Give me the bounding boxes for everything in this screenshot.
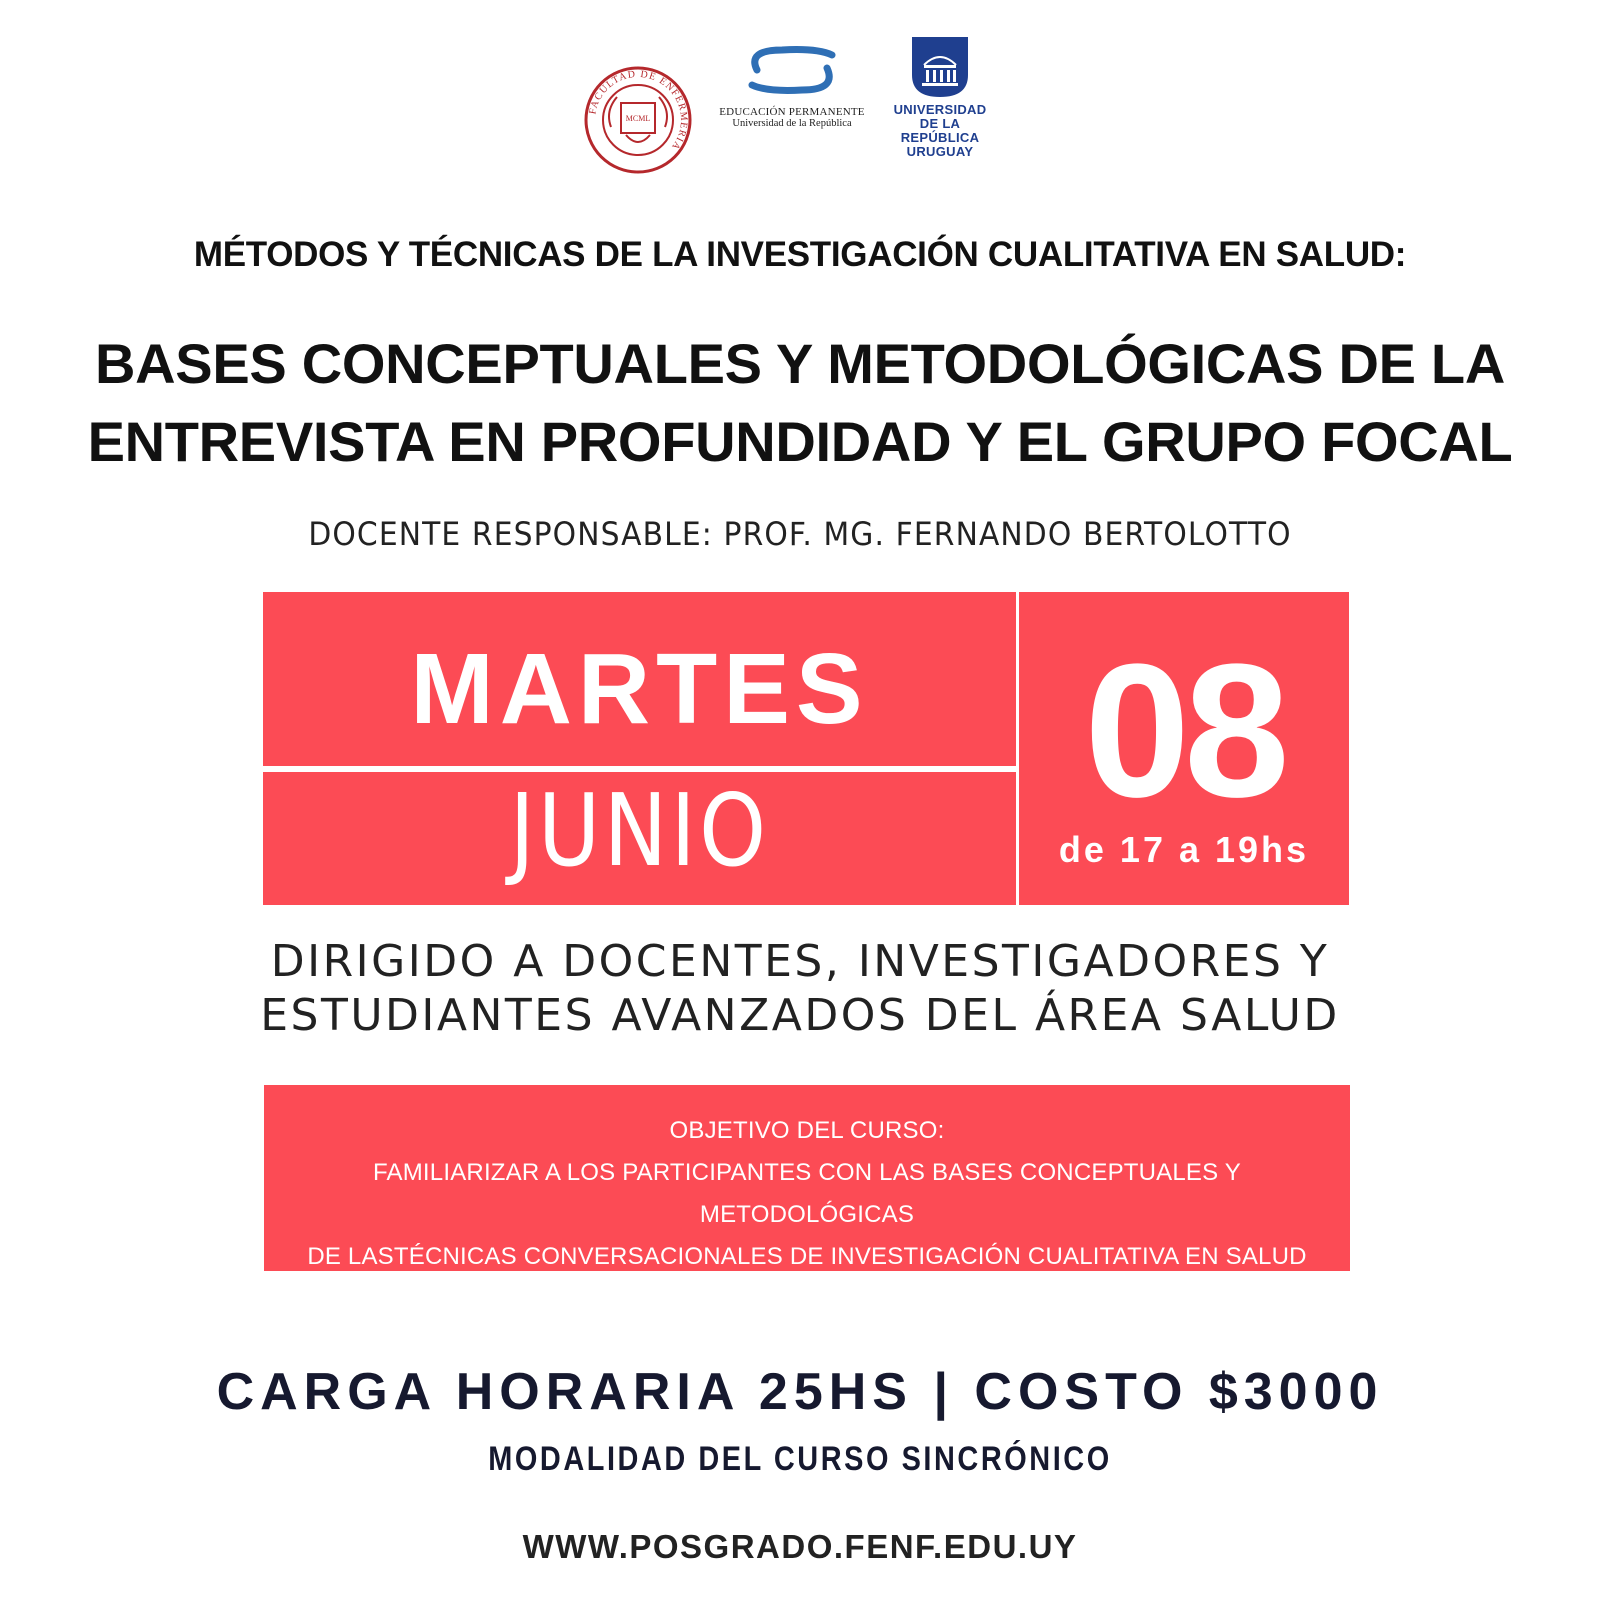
weekday-panel (263, 592, 1016, 766)
weekday: MARTES (410, 633, 869, 745)
objective-text (264, 1110, 1350, 1278)
fenf-logo (583, 65, 693, 175)
course-title (0, 325, 1600, 481)
month: JUNIO (509, 772, 770, 889)
udelar-building-icon (910, 35, 970, 99)
objective-heading: OBJETIVO DEL CURSO: (669, 1117, 945, 1144)
objective-line-1: FAMILIARIZAR A LOS PARTICIPANTES CON LAS BASES CONCEPTUALES Y METODOLÓGICAS (372, 1159, 1241, 1228)
month-panel (263, 772, 1016, 905)
audience-line-1: DIRIGIDO A DOCENTES, INVESTIGADORES Y (270, 936, 1330, 987)
series-title: MÉTODOS Y TÉCNICAS DE LA INVESTIGACIÓN CUALITATIVA EN SALUD: (193, 235, 1407, 274)
ep-title: EDUCACIÓN PERMANENTE (719, 106, 865, 118)
udelar-name: UNIVERSIDAD DE LA REPÚBLICA URUGUAY (893, 102, 987, 159)
hours-and-cost: CARGA HORARIA 25HS | COSTO $3000 (216, 1363, 1384, 1421)
website-link[interactable]: WWW.POSGRADO.FENF.EDU.UY (522, 1528, 1078, 1565)
udelar-logo (880, 35, 1000, 160)
day-panel (1019, 592, 1349, 905)
day-number: 08 (1084, 625, 1284, 837)
course-title-line-2: ENTREVISTA EN PROFUNDIDAD Y EL GRUPO FOCAL (87, 410, 1513, 473)
svg-text:MCML: MCML (625, 114, 651, 123)
fenf-seal-icon (583, 65, 693, 175)
time-range: de 17 a 19hs (1058, 829, 1310, 870)
ep-swirl-icon (737, 40, 847, 100)
course-modality: MODALIDAD DEL CURSO SINCRÓNICO (488, 1440, 1112, 1478)
educacion-permanente-logo (717, 40, 867, 160)
objective-box (264, 1085, 1350, 1271)
docente-responsable: DOCENTE RESPONSABLE: PROF. MG. FERNANDO BERTOLOTTO (308, 515, 1292, 553)
audience-line-2: ESTUDIANTES AVANZADOS DEL ÁREA SALUD (260, 990, 1340, 1041)
audience (0, 935, 1600, 1043)
svg-text:FACULTAD DE ENFERMERIA: FACULTAD DE ENFERMERIA (587, 68, 690, 153)
ep-subtitle: Universidad de la República (732, 118, 852, 129)
objective-line-2: DE LASTÉCNICAS CONVERSACIONALES DE INVESTIGACIÓN CUALITATIVA EN SALUD (307, 1243, 1307, 1270)
course-title-line-1: BASES CONCEPTUALES Y METODOLÓGICAS DE LA (95, 332, 1505, 395)
